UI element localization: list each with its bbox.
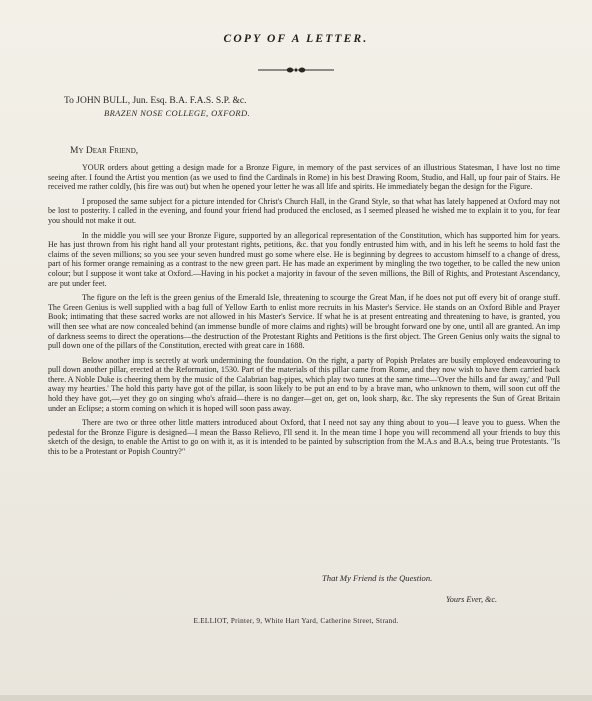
paragraph: There are two or three other little matters introduced about Oxford, that I need not say any thing about to you—I leave you to guess. When the pedestal for the Bronze Figure is designed—I mean the Basso Relievo, I'll send it. In the mean time I hope you will recommend all your friends to buy this sketch of the design, to enable the Artist to go on with it, as it is intended to be painted by subscription from the M.A.s and B.A.s, being true Protestants. "Is this to be a Protestant or Popish Country?" bbox=[48, 418, 560, 457]
flourish-divider-icon bbox=[256, 64, 336, 76]
recipient-name: To JOHN BULL, Jun. Esq. B.A. F.A.S. S.P. &c. bbox=[64, 96, 247, 106]
paragraph: In the middle you will see your Bronze Figure, supported by an allegorical representation of the Constitution, which has supported him for years. He has just thrown from his right hand all your protestant rights, petitions, &c. that you fondly entrusted him with, and in his left he seems to hold fast the claims of the seven millions; so you see your seven hundred must go some where else. He is beginning by degrees to accustom himself to a change of dress, part of his former orange remaining as a contrast to the new green part. He has made an experiment by mingling the two together, to be called the new union colour; but I suppose it wont take at Oxford.—Having in his pocket a majority in favour of the seven millions, the Bill of Rights, and Protestant Ascendancy, are put under feet. bbox=[48, 230, 560, 288]
paragraph: I proposed the same subject for a picture intended for Christ's Church Hall, in the Grand Style, so that what has lately happened at Oxford may not be lost to posterity. I called in the evening, and found your friend had produced the enclosed, as I seemed pleased he wished me to explain it to you, for fear you should not make it out. bbox=[48, 196, 560, 225]
paragraph: The figure on the left is the green genius of the Emerald Isle, threatening to scourge the Great Man, if he does not put off every bit of orange stuff. The Green Genius is well supplied with a bag full of Yellow Earth to enlist more recruits in his Master's Service. He stands on an Oxford Bible and Prayer Book; intimating that these sacred works are not allowed in his Master's Service. If what he is at present entreating and threatening to have, is granted, you will then see what are now concealed behind (an immense bundle of more claims and rights) will be brought forward one by one, until all are granted. An imp of darkness seems to direct the operations—the destruction of the Protestant Rights and Petitions is the first object. The Green Genius only waits the signal to pull down one of the pillars of the Constitution, erected with great care in 1688. bbox=[48, 293, 560, 351]
recipient-college: BRAZEN NOSE COLLEGE, OXFORD. bbox=[104, 108, 251, 118]
closing-line: That My Friend is the Question. bbox=[322, 573, 433, 583]
paragraph: Below another imp is secretly at work undermining the foundation. On the right, a party of Popish Prelates are busily employed endeavouring to pull down another pillar, erected at the Reformation, 1530. Part of the materials of this pillar came from Rome, and they now wish to have them carried back there. A Noble Duke is cheering them by the music of the Calabrian bag-pipes, which play two tunes at the same time—'Over the hills and far away,' and 'Pull away my hearties.' The hold this party have got of the pillar, is soon likely to be put an end to by a brave man, who unknown to them, will soon cut off the hold they have got,—yet they go on singing who's afraid—there is no danger—get on, get on, look sharp, &c. The sky represents the Sun of Great Britain under an Eclipse; a storm coming on which it is hoped will soon pass away. bbox=[48, 355, 560, 413]
paragraph: YOUR orders about getting a design made for a Bronze Figure, in memory of the past services of an illustrious Statesman, I have lost no time seeing after. I found the Artist you mention (as we used to find the Cardinals in Rome) in his best Drawing Room, Studio, and Hall, up four pair of Stairs. He received me rather coldly, (his fire was out) but when he opened your letter he was all life and spirits. He immediately began the design for the Figure. bbox=[48, 163, 560, 192]
recipient-address bbox=[64, 95, 250, 119]
paper-edge bbox=[0, 695, 592, 701]
page-title: COPY OF A LETTER. bbox=[223, 33, 369, 45]
salutation: My Dear Friend, bbox=[70, 146, 139, 156]
signoff: Yours Ever, &c. bbox=[446, 595, 498, 604]
letter-body bbox=[48, 163, 560, 462]
printer-imprint: E.ELLIOT, Printer, 9, White Hart Yard, Catherine Street, Strand. bbox=[193, 617, 399, 625]
